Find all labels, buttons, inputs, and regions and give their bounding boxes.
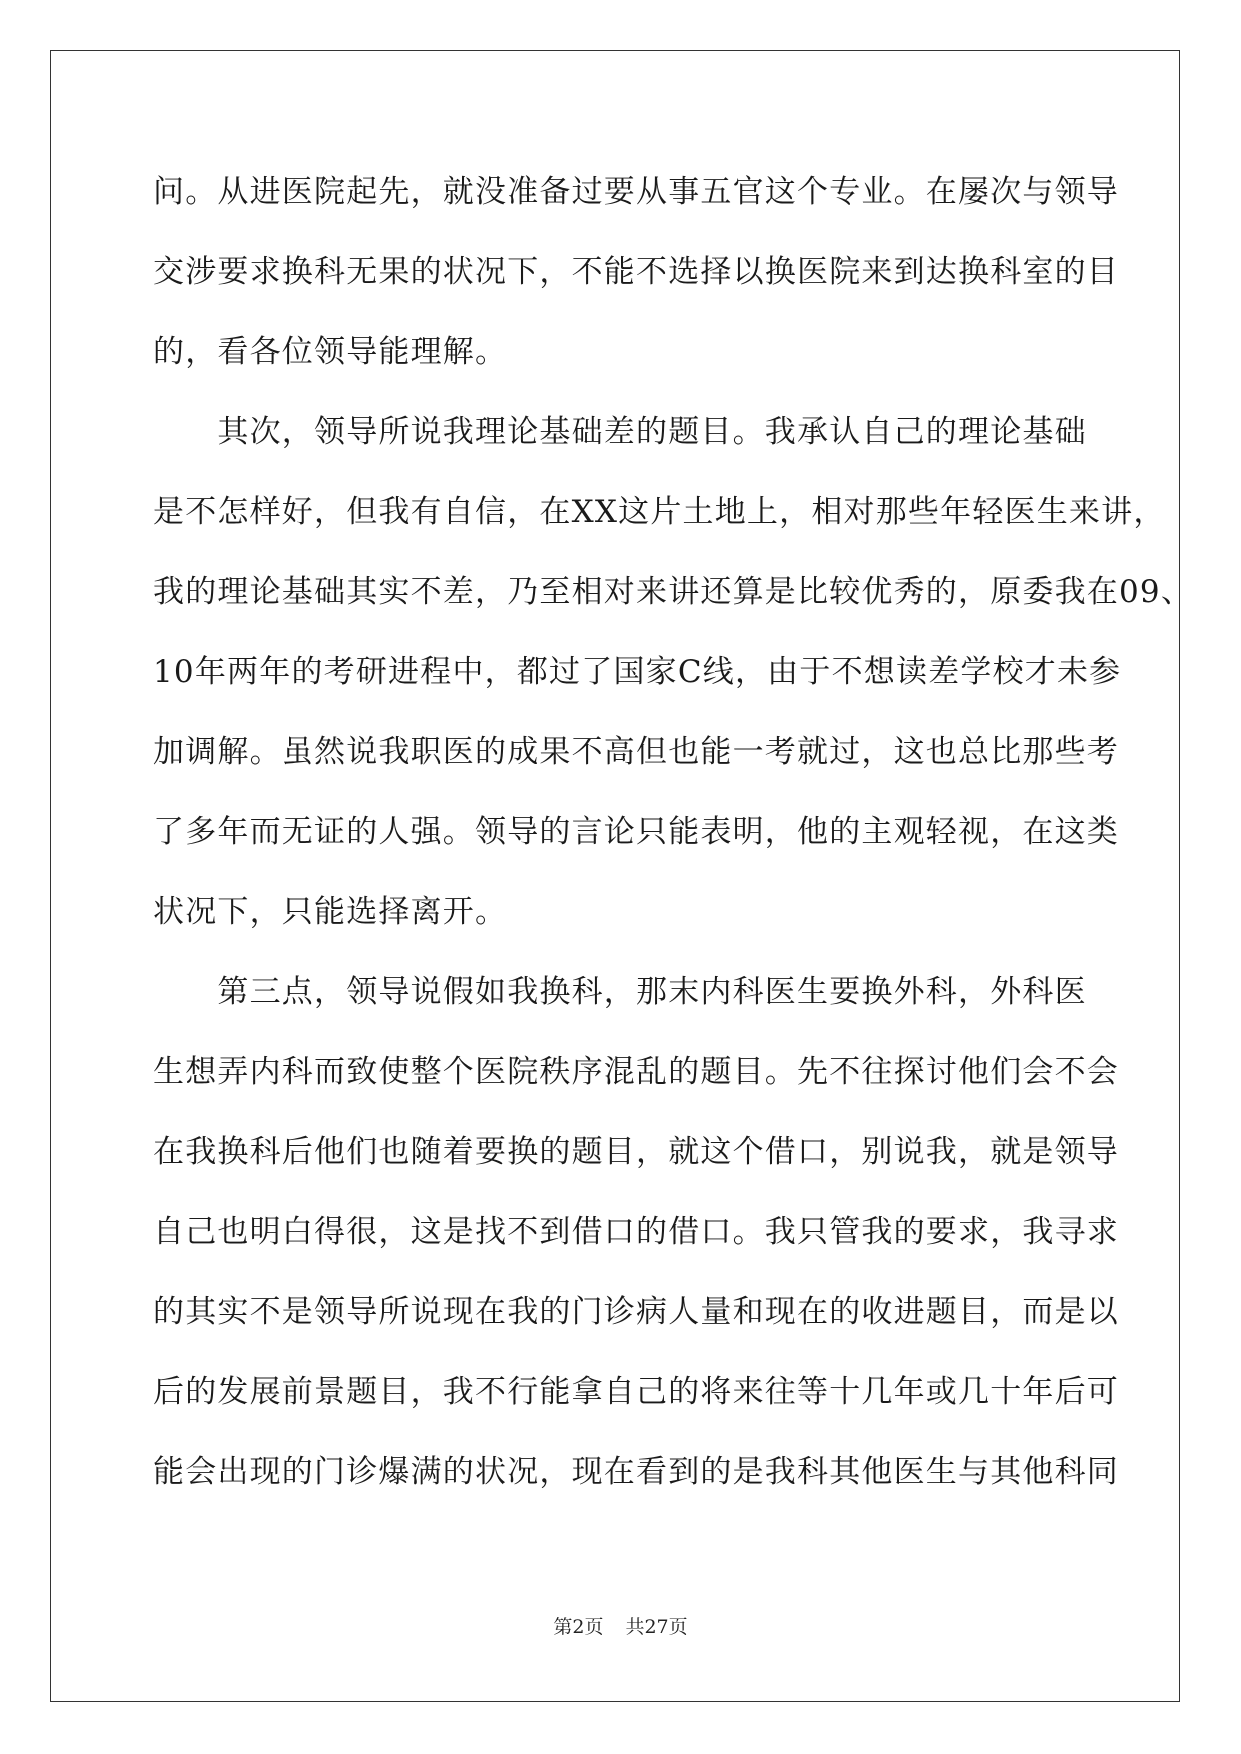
text-line: 生想弄内科而致使整个医院秩序混乱的题目。先不往探讨他们会不会 — [153, 1054, 1119, 1090]
text-line: 的其实不是领导所说现在我的门诊病人量和现在的收进题目，而是以 — [153, 1294, 1119, 1330]
text-line: 第三点，领导说假如我换科，那末内科医生要换外科，外科医 — [153, 974, 1087, 1010]
text-line: 加调解。虽然说我职医的成果不高但也能一考就过，这也总比那些考 — [153, 734, 1119, 770]
text-line: 在我换科后他们也随着要换的题目，就这个借口，别说我，就是领导 — [153, 1134, 1119, 1170]
text-line: 其次，领导所说我理论基础差的题目。我承认自己的理论基础 — [153, 414, 1087, 450]
text-line: 后的发展前景题目，我不行能拿自己的将来往等十几年或几十年后可 — [153, 1374, 1119, 1410]
page-total: 共27页 — [625, 1616, 688, 1638]
text-line: 我的理论基础其实不差，乃至相对来讲还算是比较优秀的，原委我在09、 — [153, 574, 1194, 610]
page-number: 第2页 — [553, 1616, 604, 1638]
text-line: 了多年而无证的人强。领导的言论只能表明，他的主观轻视，在这类 — [153, 814, 1119, 850]
page-footer — [0, 1612, 1241, 1639]
text-line: 状况下，只能选择离开。 — [153, 894, 508, 930]
text-line: 交涉要求换科无果的状况下，不能不选择以换医院来到达换科室的目 — [153, 254, 1119, 290]
text-line: 自己也明白得很，这是找不到借口的借口。我只管我的要求，我寻求 — [153, 1214, 1119, 1250]
text-line: 的，看各位领导能理解。 — [153, 334, 508, 370]
text-line: 10年两年的考研进程中，都过了国家C线，由于不想读差学校才未参 — [153, 654, 1122, 690]
text-line: 问。从进医院起先，就没准备过要从事五官这个专业。在屡次与领导 — [153, 174, 1119, 210]
text-line: 是不怎样好，但我有自信，在XX这片土地上，相对那些年轻医生来讲， — [153, 494, 1166, 530]
text-line: 能会出现的门诊爆满的状况，现在看到的是我科其他医生与其他科同 — [153, 1454, 1119, 1490]
